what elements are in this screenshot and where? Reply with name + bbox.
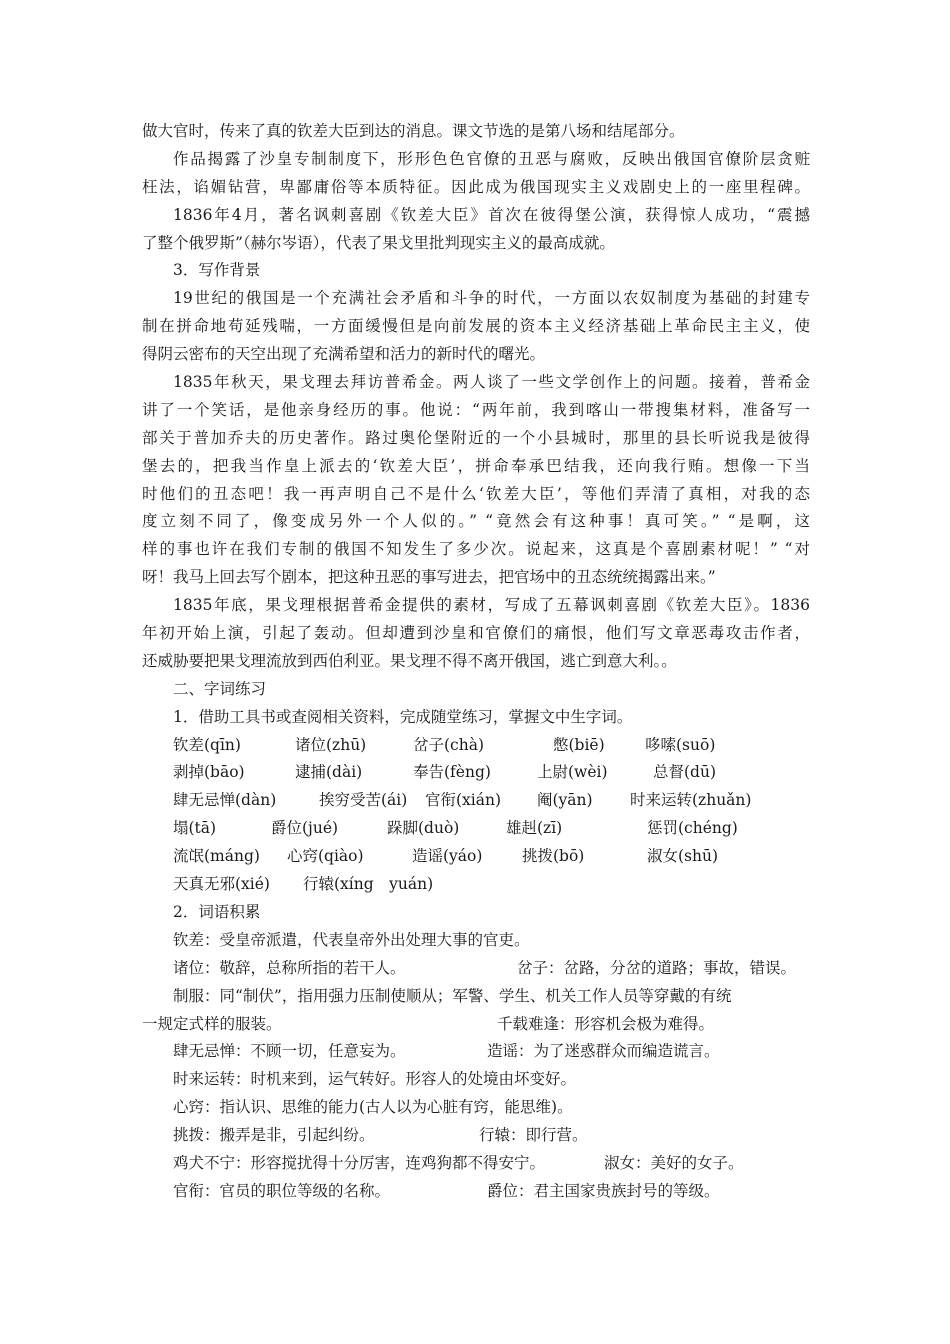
definition-line	[142, 1011, 810, 1039]
vocab-item: 挨穷受苦(ái)	[319, 791, 408, 810]
definition-entry: 官衔：官员的职位等级的名称。	[173, 1181, 391, 1200]
vocab-item: 流氓(máng)	[173, 847, 260, 866]
definition-entry: 爵位：君主国家贵族封号的等级。	[487, 1181, 720, 1200]
definition-entry: 淑女：美好的女子。	[604, 1153, 744, 1172]
vocab-item: 时来运转(zhuǎn)	[630, 791, 752, 810]
definition-line	[142, 983, 810, 1011]
section-heading: 2．词语积累	[173, 902, 261, 921]
definition-entry: 时来运转：时机来到，运气转好。形容人的处境由坏变好。	[173, 1070, 577, 1089]
vocab-item: 总督(dū)	[653, 763, 716, 782]
vocab-item: 造谣(yáo)	[412, 847, 483, 866]
exercise-instruction: 1．借助工具书或查阅相关资料，完成随堂练习，掌握文中生字词。	[173, 707, 633, 726]
paragraph-line: 度立刻不同了，像变成另外一个人似的。” “竟然会有这种事！真可笑。” “是啊，这	[142, 512, 810, 531]
vocab-item: 诸位(zhū)	[295, 735, 367, 754]
vocab-item: 行辕(xíng yuán)	[303, 875, 434, 894]
definition-line	[142, 955, 810, 983]
section-heading: 3．写作背景	[173, 261, 261, 280]
definition-entry: 钦差：受皇帝派遣，代表皇帝外出处理大事的官吏。	[173, 930, 530, 949]
vocab-row	[142, 732, 810, 760]
definition-line	[142, 1122, 810, 1150]
vocab-item: 哆嗦(suō)	[645, 735, 716, 754]
paragraph-line: 时他们的丑态吧！我一再声明自己不是什么‘钦差大臣’，等他们弄清了真相，对我的态	[142, 484, 810, 503]
vocab-item: 逮捕(dài)	[295, 763, 363, 782]
vocab-row	[142, 871, 810, 899]
paragraph-line: 枉法，谄媚钻营，卑鄙庸俗等本质特征。因此成为俄国现实主义戏剧史上的一座里程碑。	[142, 177, 810, 196]
vocab-row	[142, 787, 810, 815]
definition-entry: 岔子：岔路，分岔的道路；事故，错误。	[517, 958, 797, 977]
section-heading: 二、字词练习	[173, 679, 267, 698]
vocab-item: 剥掉(bāo)	[173, 763, 245, 782]
definition-entry: 诸位：敬辞，总称所指的若干人。	[173, 958, 406, 977]
paragraph-line: 19世纪的俄国是一个充满社会矛盾和斗争的时代，一方面以农奴制度为基础的封建专	[173, 289, 810, 308]
paragraph-line: 了整个俄罗斯”（赫尔岑语），代表了果戈里批判现实主义的最高成就。	[142, 233, 615, 252]
definition-entry: 挑拨：搬弄是非，引起纠纷。	[173, 1126, 375, 1145]
vocab-item: 阉(yān)	[537, 791, 593, 810]
definition-line	[142, 927, 810, 955]
vocab-item: 肆无忌惮(dàn)	[173, 791, 277, 810]
document-body	[142, 118, 810, 1206]
vocab-item: 钦差(qīn)	[173, 735, 241, 754]
paragraph-line: 做大官时，传来了真的钦差大臣到达的消息。课文节选的是第八场和结尾部分。	[142, 122, 685, 140]
paragraph-line: 还威胁要把果戈理流放到西伯利亚。果戈理不得不离开俄国，逃亡到意大利。。	[142, 651, 677, 670]
vocab-item: 淑女(shū)	[647, 847, 719, 866]
paragraph-line: 1836年4月，著名讽刺喜剧《钦差大臣》首次在彼得堡公演，获得惊人成功，“震撼	[173, 205, 810, 224]
paragraph-line: 得阴云密布的天空出现了充满希望和活力的新时代的曙光。	[142, 345, 546, 364]
paragraph-line: 讲了一个笑话，是他亲身经历的事。他说：“两年前，我到喀山一带搜集材料，准备写一	[142, 400, 810, 419]
paragraph-line: 制在拼命地苟延残喘，一方面缓慢但是向前发展的资本主义经济基础上革命民主主义，使	[142, 317, 810, 336]
vocab-row	[142, 759, 810, 787]
definition-line	[142, 1038, 810, 1066]
paragraph-line: 部关于普加乔夫的历史著作。路过奥伦堡附近的一个小县城时，那里的县长听说我是彼得	[142, 428, 810, 447]
paragraph-line: 样的事也许在我们专制的俄国不知发生了多少次。说起来，这真是个喜剧素材呢！” “对	[142, 540, 810, 559]
definition-entry: 行辕：即行营。	[479, 1126, 588, 1145]
paragraph-line: 1835年底，果戈理根据普希金提供的素材，写成了五幕讽刺喜剧《钦差大臣》。1836	[173, 596, 810, 615]
vocab-item: 官衔(xián)	[425, 791, 502, 810]
paragraph-line: 作品揭露了沙皇专制制度下，形形色色官僚的丑恶与腐败，反映出俄国官僚阶层贪赃	[173, 149, 810, 168]
vocab-row	[142, 815, 810, 843]
paragraph-line: 年初开始上演，引起了轰动。但却遭到沙皇和官僚们的痛恨，他们写文章恶毒攻击作者，	[142, 624, 810, 643]
vocab-item: 憋(biē)	[553, 735, 605, 754]
vocab-row	[142, 843, 810, 871]
definition-line	[142, 1178, 810, 1206]
vocab-item: 惩罚(chéng)	[647, 819, 738, 838]
definition-line	[142, 1094, 810, 1122]
vocab-item: 雄赳(zī)	[506, 819, 563, 838]
vocab-item: 塌(tā)	[173, 819, 217, 838]
definition-line	[142, 1066, 810, 1094]
vocab-item: 上尉(wèi)	[537, 763, 608, 782]
vocab-item: 天真无邪(xié)	[173, 875, 270, 894]
definition-entry: 千载难逢：形容机会极为难得。	[497, 1014, 715, 1033]
paragraph-line: 堡去的，把我当作皇上派去的‘钦差大臣’，拼命奉承巴结我，还向我行贿。想像一下当	[142, 456, 810, 475]
vocab-item: 岔子(chà)	[413, 735, 484, 754]
definition-entry: 一规定式样的服装。	[142, 1014, 282, 1033]
definition-entry: 造谣：为了迷惑群众而编造谎言。	[487, 1042, 720, 1061]
definition-entry: 心窍：指认识、思维的能力(古人以为心脏有窍，能思维)。	[173, 1098, 573, 1117]
vocab-item: 心窍(qiào)	[287, 847, 364, 866]
paragraph-line: 呀！我马上回去写个剧本，把这种丑恶的事写进去，把官场中的丑态统统揭露出来。”	[142, 568, 716, 587]
vocab-item: 奉告(fèng)	[413, 763, 491, 782]
definition-line	[142, 1150, 810, 1178]
vocab-item: 挑拨(bō)	[522, 847, 585, 866]
vocab-item: 跺脚(duò)	[387, 819, 460, 838]
definition-entry: 鸡犬不宁：形容搅扰得十分厉害，连鸡狗都不得安宁。	[173, 1153, 546, 1172]
definition-entry: 肆无忌惮：不顾一切，任意妄为。	[173, 1042, 406, 1061]
paragraph-line: 1835年秋天，果戈理去拜访普希金。两人谈了一些文学创作上的问题。接着，普希金	[173, 373, 810, 392]
vocab-item: 爵位(jué)	[271, 819, 339, 838]
definition-entry: 制服：同“制伏”，指用强力压制使顺从；军警、学生、机关工作人员等穿戴的有统	[173, 986, 732, 1005]
